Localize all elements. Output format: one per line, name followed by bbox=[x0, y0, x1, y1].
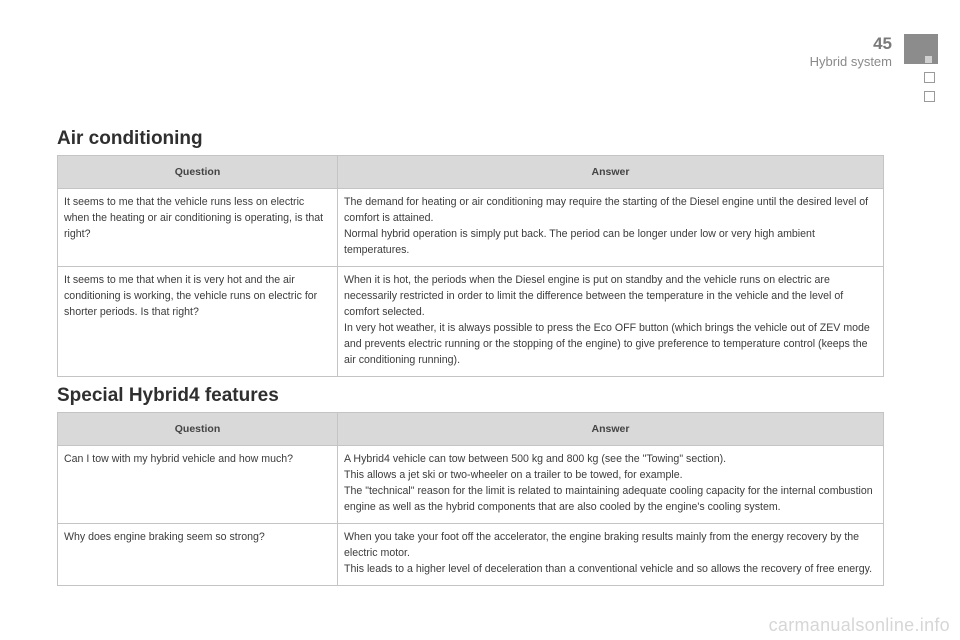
answer-paragraph: This allows a jet ski or two-wheeler on a trailer to be towed, for example. bbox=[344, 469, 683, 481]
page-number: 45 bbox=[873, 34, 892, 53]
table-header-row bbox=[58, 156, 884, 189]
chapter-tab-square bbox=[925, 56, 932, 63]
table-row bbox=[58, 189, 884, 267]
section-title: Air conditioning bbox=[57, 128, 203, 149]
column-header-answer: Answer bbox=[338, 413, 884, 446]
column-header-question: Question bbox=[58, 156, 338, 189]
chapter-tab-box bbox=[924, 72, 935, 83]
question-cell: It seems to me that when it is very hot and the air conditioning is working, the vehicle runs on electric for shorter periods. Is that right? bbox=[58, 267, 338, 377]
column-header-question: Question bbox=[58, 413, 338, 446]
answer-paragraph: In very hot weather, it is always possible to press the Eco OFF button (which brings the vehicle out of ZEV mode and prevents electric running or the stopping of the engine) to give preference to temperature control (keeps the air conditioning running). bbox=[344, 322, 870, 366]
section-title: Special Hybrid4 features bbox=[57, 385, 279, 406]
answer-paragraph: Normal hybrid operation is simply put back. The period can be longer under low or very high ambient temperatures. bbox=[344, 228, 815, 256]
table-row bbox=[58, 267, 884, 377]
answer-paragraph: A Hybrid4 vehicle can tow between 500 kg and 800 kg (see the "Towing" section). bbox=[344, 453, 727, 465]
faq-table bbox=[57, 412, 884, 586]
table-header-row bbox=[58, 413, 884, 446]
answer-paragraph: The "technical" reason for the limit is related to maintaining adequate cooling capacity for the internal combustion engine as well as the hybrid components that are also cooled by the engine's cooling system. bbox=[344, 485, 873, 513]
answer-paragraph: The demand for heating or air conditioning may require the starting of the Diesel engine until the desired level of comfort is attained. bbox=[344, 196, 869, 224]
question-cell: Can I tow with my hybrid vehicle and how much? bbox=[58, 446, 338, 524]
section-label: Hybrid system bbox=[809, 54, 892, 69]
answer-paragraph: When it is hot, the periods when the Diesel engine is put on standby and the vehicle runs on electric are necessarily restricted in order to limit the difference between the temperature in the vehicle and the level of comfort selected. bbox=[344, 274, 844, 318]
answer-paragraph: When you take your foot off the accelerator, the engine braking results mainly from the energy recovery by the electric motor. bbox=[344, 531, 860, 559]
question-cell: Why does engine braking seem so strong? bbox=[58, 524, 338, 586]
answer-paragraph: This leads to a higher level of deceleration than a conventional vehicle and so allows the recovery of free energy. bbox=[344, 563, 873, 575]
faq-table bbox=[57, 155, 884, 377]
question-cell: It seems to me that the vehicle runs less on electric when the heating or air conditioning is operating, is that right? bbox=[58, 189, 338, 267]
answer-cell bbox=[338, 189, 884, 267]
table-row bbox=[58, 524, 884, 586]
watermark: carmanualsonline.info bbox=[768, 615, 950, 635]
chapter-tab-marker bbox=[904, 34, 938, 64]
column-header-answer: Answer bbox=[338, 156, 884, 189]
answer-cell bbox=[338, 267, 884, 377]
chapter-tab-box bbox=[924, 91, 935, 102]
table-row bbox=[58, 446, 884, 524]
answer-cell bbox=[338, 446, 884, 524]
answer-cell bbox=[338, 524, 884, 586]
